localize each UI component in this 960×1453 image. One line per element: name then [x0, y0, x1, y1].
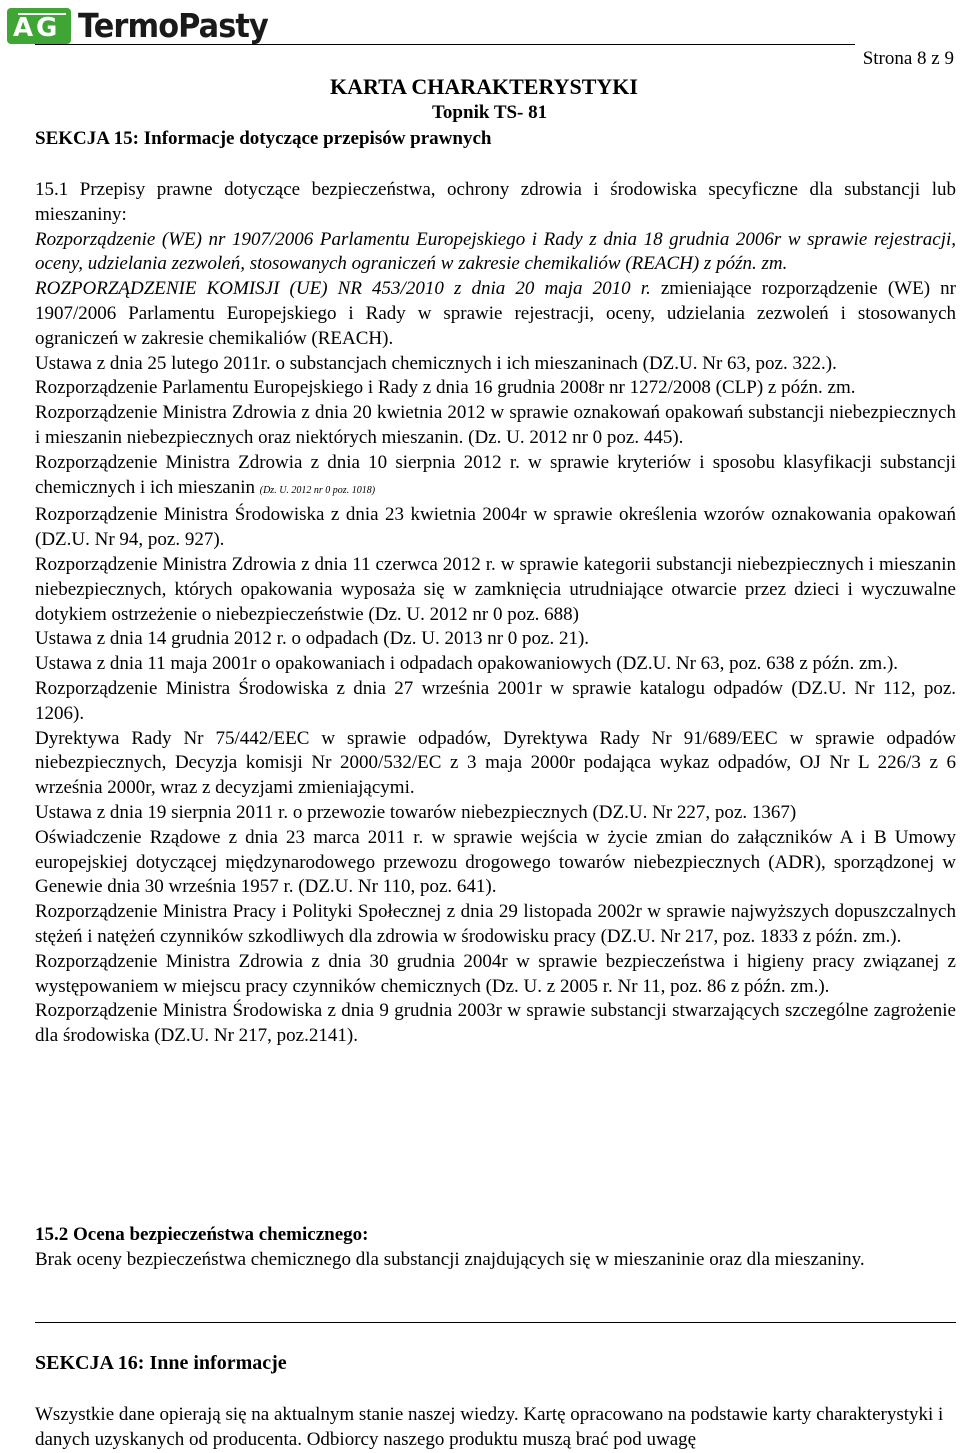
classification-regulation [35, 451, 956, 504]
packaging-marking-regulation: Rozporządzenie Ministra Środowiska z dnia 23 kwietnia 2004r w sprawie określenia wzorów oznakowania opakowań (DZ.U. Nr 94, poz. 927). [35, 504, 956, 551]
act-2011: Ustawa z dnia 25 lutego 2011r. o substancjach chemicznych i ich mieszaninach (DZ.U. Nr 63, poz. 322.). [35, 352, 837, 374]
section-divider [35, 1322, 956, 1323]
section-16-text: Wszystkie dane opierają się na aktualnym stanie naszej wiedzy. Kartę opracowano na podstawie karty charakterystyki i danych uzyskanych od producenta. Odbiorcy naszego produktu muszą brać pod uwagę [35, 1404, 944, 1450]
commission-regulation-title: ROZPORZĄDZENIE KOMISJI (UE) NR 453/2010 z dnia 20 maja 2010 r. [35, 278, 651, 300]
document-title: KARTA CHARAKTERYSTYKI [330, 74, 638, 99]
waste-catalogue-regulation: Rozporządzenie Ministra Środowiska z dnia 27 września 2001r w sprawie katalogu odpadów (DZ.U. Nr 112, poz. 1206). [35, 677, 956, 724]
commission-regulation-text: zmieniające rozporządzenie (WE) nr 1907/2006 Parlamentu Europejskiego i Rady w sprawie rejestracji, oceny, udzielania zezwoleń i stosowanych ograniczeń w zakresie chemikaliów (REACH). [35, 278, 956, 349]
product-name: Topnik TS- 81 [432, 102, 548, 123]
clp-regulation: Rozporządzenie Parlamentu Europejskiego i Rady z dnia 16 grudnia 2008r nr 1272/2008 (CLP) z późn. zm. [35, 377, 856, 399]
subsection-15-2-heading: 15.2 Ocena bezpieczeństwa chemicznego: [35, 1224, 369, 1245]
section-16-heading: SEKCJA 16: Inne informacje [35, 1352, 287, 1374]
subsection-15-2-text: Brak oceny bezpieczeństwa chemicznego dla substancji znajdujących się w mieszaninie oraz dla mieszaniny. [35, 1248, 865, 1270]
classification-regulation-text: Rozporządzenie Ministra Zdrowia z dnia 10 sierpnia 2012 r. w sprawie kryteriów i sposobu klasyfikacji substancji chemicznych i ich mieszanin [35, 451, 956, 498]
company-logo [6, 4, 284, 48]
labelling-regulation: Rozporządzenie Ministra Zdrowia z dnia 20 kwietnia 2012 w sprawie oznakowań opakowań substancji niebezpiecznych i mieszanin niebezpiecznych oraz niektórych mieszanin. (Dz. U. 2012 nr 0 poz. 445). [35, 402, 956, 448]
waste-act: Ustawa z dnia 14 grudnia 2012 r. o odpadach (Dz. U. 2013 nr 0 poz. 21). [35, 628, 590, 650]
workplace-safety-regulation: Rozporządzenie Ministra Zdrowia z dnia 30 grudnia 2004r w sprawie bezpieczeństwa i higieny pracy związanej z występowaniem w miejscu pracy czynników chemicznych (Dz. U. z 2005 r. Nr 11, poz. 86 z późn. zm.). [35, 950, 956, 997]
header-divider [35, 44, 855, 45]
subsection-15-1-heading: 15.1 Przepisy prawne dotyczące bezpieczeństwa, ochrony zdrowia i środowiska specyficzne dla substancji lub mieszaniny: [35, 179, 956, 225]
dangerous-goods-act: Ustawa z dnia 19 sierpnia 2011 r. o przewozie towarów niebezpiecznych (DZ.U. Nr 227, poz. 1367) [35, 801, 797, 823]
child-closure-regulation: Rozporządzenie Ministra Zdrowia z dnia 11 czerwca 2012 r. w sprawie kategorii substancji niebezpiecznych i mieszanin niebezpiecznych, których opakowania wyposaża się w zamknięcia utrudniające otwarcie przez dzieci i wyczuwalne dotykiem ostrzeżenie o niebezpieczeństwie (Dz. U. 2012 nr 0 poz. 688) [35, 553, 956, 625]
reach-regulation: Rozporządzenie (WE) nr 1907/2006 Parlamentu Europejskiego i Rady z dnia 18 grudnia 2006r w sprawie rejestracji, oceny, udzielania zezwoleń, stosowanych ograniczeń w zakresie chemikaliów (REACH) z późn. zm. [35, 228, 956, 275]
exposure-limits-regulation: Rozporządzenie Ministra Pracy i Polityki Społecznej z dnia 29 listopada 2002r w sprawie najwyższych dopuszczalnych stężeń i natężeń czynników szkodliwych dla zdrowia w środowisku pracy (DZ.U. Nr 217, poz. 1833 z późn. zm.). [35, 901, 956, 947]
svg-text:A: A [13, 13, 34, 43]
svg-text:G: G [36, 13, 58, 43]
packaging-waste-act: Ustawa z dnia 11 maja 2001r o opakowaniach i odpadach opakowaniowych (DZ.U. Nr 63, poz. 638 z późn. zm.). [35, 653, 899, 675]
logo-text: TermoPasty [78, 6, 268, 45]
classification-regulation-ref: (Dz. U. 2012 nr 0 poz. 1018) [259, 484, 376, 496]
section-16-content [35, 1403, 956, 1453]
adr-statement: Oświadczenie Rządowe z dnia 23 marca 2011 r. w sprawie wejścia w życie zmian do załączników A i B Umowy europejskiej dotyczącej międzynarodowego przewozu drogowego towarów niebezpiecznych (ADR), sporządzonej w Genewie dnia 30 września 1957 r. (DZ.U. Nr 110, poz. 641). [35, 826, 956, 898]
termopasty-logo-icon [6, 6, 72, 46]
page-number: Strona 8 z 9 [862, 48, 954, 69]
section-15-heading: SEKCJA 15: Informacje dotyczące przepisów prawnych [35, 128, 492, 149]
commission-regulation [35, 277, 956, 351]
subsection-15-2 [35, 1223, 956, 1273]
environment-regulation: Rozporządzenie Ministra Środowiska z dnia 9 grudnia 2003r w sprawie substancji stwarzających szczególne zagrożenie dla środowiska (DZ.U. Nr 217, poz.2141). [35, 1000, 956, 1047]
section-15-content [35, 178, 956, 1049]
eu-directives: Dyrektywa Rady Nr 75/442/EEC w sprawie odpadów, Dyrektywa Rady Nr 91/689/EEC w sprawie odpadów niebezpiecznych, Decyzja komisji Nr 2000/532/EC z 3 maja 2000r podająca wykaz odpadów, OJ Nr L 226/3 z 6 września 2000r, wraz z decyzjami zmieniającymi. [35, 727, 956, 799]
